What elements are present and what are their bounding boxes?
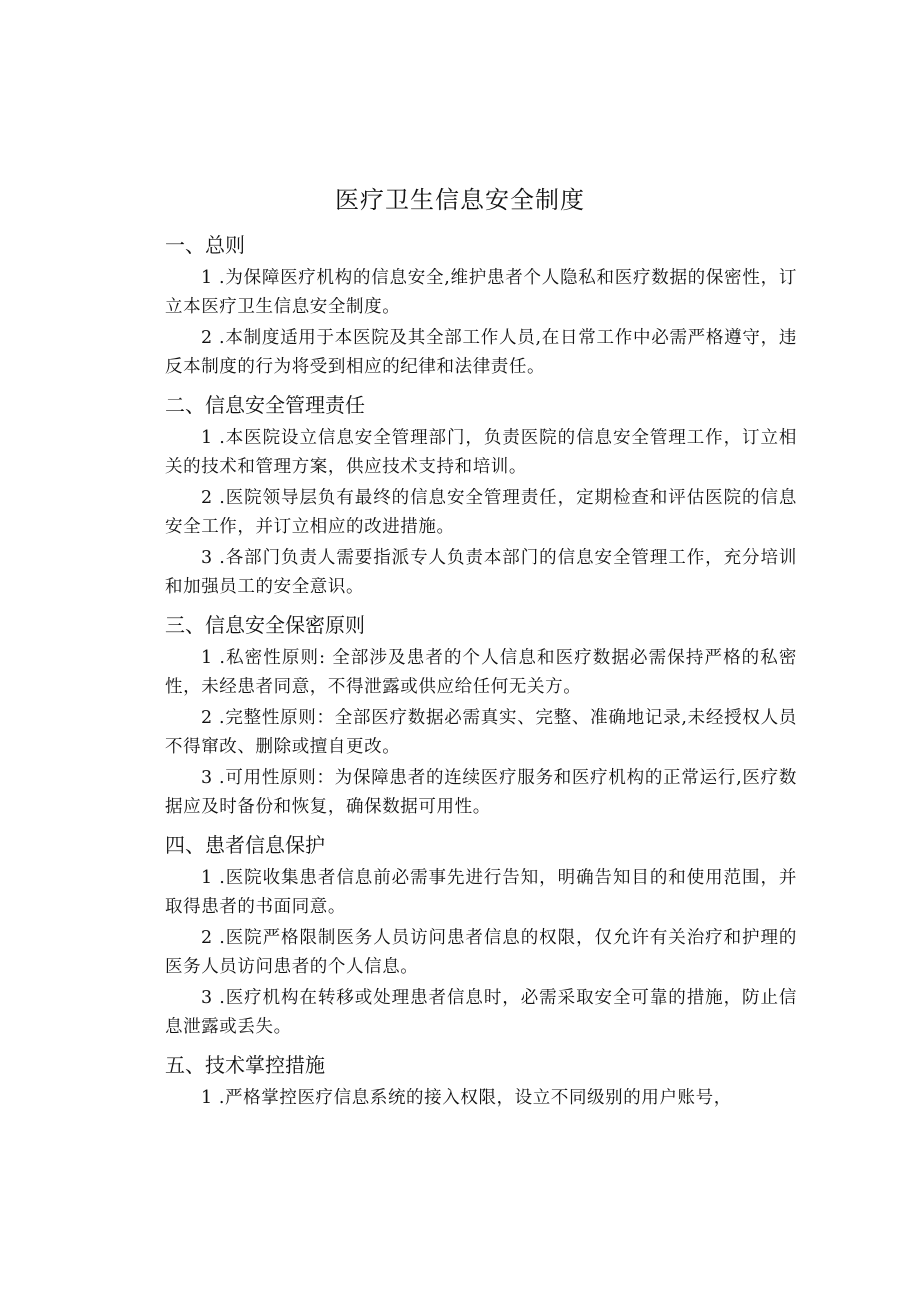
paragraph: 1 .医院收集患者信息前必需事先进行告知，明确告知目的和使用范围，并取得患者的书面同意。 [165,868,797,917]
section-management-responsibility [165,390,797,602]
paragraph: 1 .私密性原则: 全部涉及患者的个人信息和医疗数据必需保持严格的私密性，未经患者同意，不得泄露或供应给任何无关方。 [165,648,797,697]
document-title: 医疗卫生信息安全制度 [335,186,585,214]
paragraph: 1 .本医院设立信息安全管理部门，负责医院的信息安全管理工作，订立相关的技术和管理方案，供应技术支持和培训。 [165,428,797,477]
section-heading: 四、患者信息保护 [165,833,325,857]
paragraph: 2 .本制度适用于本医院及其全部工作人员,在日常工作中必需严格遵守，违反本制度的行为将受到相应的纪律和法律责任。 [165,328,797,377]
paragraph: 2 .医院严格限制医务人员访问患者信息的权限，仅允许有关治疗和护理的医务人员访问患者的个人信息。 [165,928,797,977]
paragraph: 3 .医疗机构在转移或处理患者信息时，必需采取安全可靠的措施，防止信息泄露或丢失。 [165,988,797,1037]
paragraph: 2 .医院领导层负有最终的信息安全管理责任，定期检查和评估医院的信息安全工作，并订立相应的改进措施。 [165,488,797,537]
section-heading: 一、总则 [165,233,245,257]
paragraph: 3 .各部门负责人需要指派专人负责本部门的信息安全管理工作，充分培训和加强员工的安全意识。 [165,548,797,597]
section-confidentiality-principles [165,610,797,822]
section-heading: 五、技术掌控措施 [165,1053,325,1077]
paragraph: 1 .为保障医疗机构的信息安全,维护患者个人隐私和医疗数据的保密性，订立本医疗卫生信息安全制度。 [165,268,797,317]
section-heading: 二、信息安全管理责任 [165,393,365,417]
paragraph: 2 .完整性原则：全部医疗数据必需真实、完整、准确地记录,未经授权人员不得窜改、删除或擅自更改。 [165,708,797,757]
section-technical-controls [165,1050,797,1113]
paragraph: 3 .可用性原则：为保障患者的连续医疗服务和医疗机构的正常运行,医疗数据应及时备份和恢复，确保数据可用性。 [165,768,797,817]
section-patient-protection [165,830,797,1042]
paragraph: 1 .严格掌控医疗信息系统的接入权限，设立不同级别的用户账号， [201,1088,732,1108]
document-body [165,230,797,1121]
section-general [165,230,797,382]
section-heading: 三、信息安全保密原则 [165,613,365,637]
